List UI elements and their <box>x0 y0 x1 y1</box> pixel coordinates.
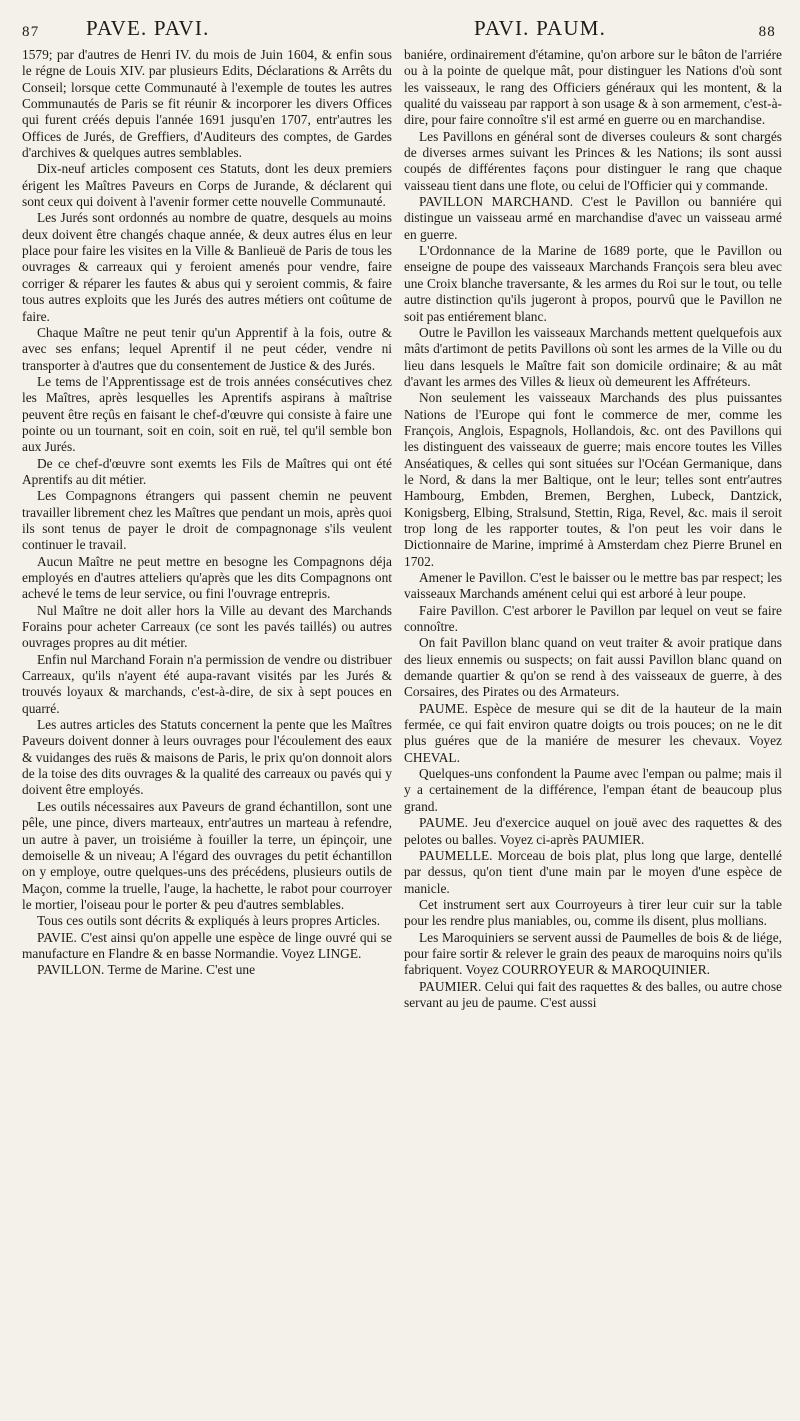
paragraph: Le tems de l'Apprentissage est de trois années consécutives chez les Maîtres, après lesquelles les Aprentifs aspirans à maîtrise peuvent être reçûs en faisant le chef-d'œuvre qui consiste à faire une pointe ou un tournant, soit en coin, soit en ruë, tel qu'il semble bon aux Jurés. <box>22 373 392 455</box>
paragraph: De ce chef-d'œuvre sont exemts les Fils de Maîtres qui ont été Aprentifs au dit métier. <box>22 455 392 487</box>
paragraph: Nul Maître ne doit aller hors la Ville au devant des Marchands Forains pour acheter Carreaux (ce sont les pavés taillés) ou autres ouvrages propres au dit métier. <box>22 602 392 651</box>
entry-pavie: PAVIE. C'est ainsi qu'on appelle une espèce de linge ouvré qui se manufacture en Flandre & en basse Normandie. Voyez LINGE. <box>22 929 392 961</box>
paragraph: Les outils nécessaires aux Paveurs de grand échantillon, sont une pêle, une pince, divers marteaux, entr'autres un marteau à refendre, un autre à paver, un troisiéme à fouiller la terre, un épinçoir, une demoiselle & un niveau; A l'égard des ouvrages du petit échantillon on y employe, outre quelques-uns des précédens, plusieurs outils de Maçon, comme la truelle, l'auge, la hachette, le rabot pour courroyer le mortier, l'oiseau pour le porter & peu d'autres semblables. <box>22 798 392 912</box>
entry-paumelle: PAUMELLE. Morceau de bois plat, plus long que large, dentellé par dessus, qu'on tient d'une main par le moyen d'une espèce de manicle. <box>404 847 782 896</box>
paragraph: Tous ces outils sont décrits & expliqués à leurs propres Articles. <box>37 913 381 929</box>
paragraph: Dix-neuf articles composent ces Statuts, dont les deux premiers érigent les Maîtres Paveurs en Corps de Jurande, & déclarent qui sont ceux qui doivent à l'avenir former cette nouvelle Communauté. <box>22 161 392 210</box>
paragraph: Non seulement les vaisseaux Marchands des plus puissantes Nations de l'Europe qui font le commerce de mer, comme les François, Anglois, Espagnols, Hollandois, &c. ont des Pavillons qui les distinguent des vaisseaux de guerre; mais encore toutes les Villes Anséatiques, & celles qui sont situées sur l'Océan Germanique, dans le Nord, & dans la mer Baltique, ont le leur; telles sont entr'autres Hambourg, Embden, Bremen, Berghen, Lubeck, Dantzick, Konigsberg, Elbing, Stralsund, Stettin, Riga, Revel, &c. mais il seroit trop long de les rapporter toutes, & l'on peut les voir dans le Dictionnaire de Marine, imprimé à Amsterdam chez Pierre Brunel en 1702. <box>404 390 782 569</box>
paragraph: Aucun Maître ne peut mettre en besogne les Compagnons déja employés en d'autres atteliers qu'après que les dits Compagnons ont achevé le tems de leur service, ou fini l'ouvrage entrepris. <box>22 553 392 602</box>
left-running-title: PAVE. PAVI. <box>86 16 210 40</box>
entry-pavillon: PAVILLON. Terme de Marine. C'est une <box>37 962 256 978</box>
paragraph: On fait Pavillon blanc quand on veut traiter & avoir pratique dans des lieux ennemis ou suspects; on fait aussi Pavillon blanc quand on demande quartier & qu'on se rend à des vaisseaux de guerre, à des Corsaires, des Pirates ou des Armateurs. <box>404 635 782 700</box>
paragraph: Les Compagnons étrangers qui passent chemin ne peuvent travailler librement chez les Maîtres que pendant un mois, après quoi ils sont tenus de payer le droit de compagnonage s'ils veulent continuer le travail. <box>22 488 392 553</box>
paragraph: Chaque Maître ne peut tenir qu'un Apprentif à la fois, outre & avec ses enfans; lequel Aprentif il ne peut céder, vendre ni transporter à d'autres que du consentement de Justice & des Jurés. <box>22 324 392 373</box>
running-header <box>22 16 782 44</box>
paragraph: Les Jurés sont ordonnés au nombre de quatre, desquels au moins deux doivent être changés chaque année, & deux autres élus en leur place pour faire les visites en la Ville & Banlieuë de Paris de tous les ouvrages & carreaux qui y feroient amenés pour vendre, faire corriger & réparer les fautes & abus qui y seroient commis, & faire tous autres exploits que les Jurés des autres métiers ont coûtume de faire. <box>22 210 392 324</box>
entry-paumier: PAUMIER. Celui qui fait des raquettes & des balles, ou autre chose servant au jeu de paume. C'est aussi <box>404 978 782 1010</box>
paragraph: Les Pavillons en général sont de diverses couleurs & sont chargés de diverses armes suivant les Princes & les Nations; ils sont aussi coupés de différentes façons pour distinguer le rang que chaque vaisseau tient dans une flote, ou celui de l'Officier qui y commande. <box>404 128 782 193</box>
paragraph: baniére, ordinairement d'étamine, qu'on arbore sur le bâton de l'arriére ou à la pointe de quelque mât, pour distinguer les Nations d'où sont les vaisseaux, le rang des Officiers généraux qui les montent, & la qualité du vaisseau par rapport à son usage & à son armement, c'est-à-dire, pour faire connoître s'il est armé en guerre ou en marchandise. <box>404 47 782 128</box>
paragraph: Les autres articles des Statuts concernent la pente que les Maîtres Paveurs doivent donner à leurs ouvrages pour l'écoulement des eaux & vuidanges des ruës & maisons de Paris, le prix qu'on donnoit alors de la toise des dits ouvrages & la qualité des carreaux ou pavés qui y doivent être employés. <box>22 717 392 798</box>
paragraph: 1579; par d'autres de Henri IV. du mois de Juin 1604, & enfin sous le régne de Louis XIV. par plusieurs Edits, Déclarations & Arrêts du Conseil; lorsque cette Communauté à l'exemple de toutes les autres Communautés de Paris se fit réunir & incorporer les divers Offices qui furent créés depuis l'année 1691 jusqu'en 1707, entr'autres les Offices de Jurés, de Greffiers, d'Auditeurs des comptes, de Gardes d'archives & quelques autres semblables. <box>22 47 392 161</box>
paragraph: L'Ordonnance de la Marine de 1689 porte, que le Pavillon ou enseigne de poupe des vaisseaux Marchands François sera bleu avec une Croix blanche traversante, & les armes du Roi sur le tout, ou telle autre distinction qu'ils jugeront à propos, pourvû que le Pavillon ne soit pas entiérement blanc. <box>404 243 782 324</box>
entry-pavillon-marchand: PAVILLON MARCHAND. C'est le Pavillon ou banniére qui distingue un vaisseau armé en marchandise d'avec un vaisseau armé en guerre. <box>404 194 782 242</box>
right-page-number: 88 <box>758 24 776 40</box>
left-page-number: 87 <box>22 24 40 40</box>
paragraph: Faire Pavillon. C'est arborer le Pavillon par lequel on veut se faire connoître. <box>404 602 782 635</box>
left-text-column <box>22 47 392 979</box>
right-running-title: PAVI. PAUM. <box>474 16 607 40</box>
paragraph: Cet instrument sert aux Courroyeurs à tirer leur cuir sur la table pour les rendre plus maniables, ou, comme ils disent, plus mollians. <box>404 896 782 929</box>
paragraph: Outre le Pavillon les vaisseaux Marchands mettent quelquefois aux mâts d'artimont de petits Pavillons où sont les armes de la Ville ou du lieu dans lesquels le Maître fait son domicile ordinaire; & au mât d'avant les armes des Villes & lieux où demeurent les Affréteurs. <box>404 324 782 389</box>
paragraph: Amener le Pavillon. C'est le baisser ou le mettre bas par respect; les vaisseaux Marchands aménent celui qui est arboré à leur poupe. <box>404 570 782 602</box>
right-text-column <box>404 47 782 1011</box>
entry-paume: PAUME. Espèce de mesure qui se dit de la hauteur de la main fermée, ce qui fait environ quatre doigts ou trois pouces; on ne le dit plus guéres que de la maniére de mesurer les chevaux. Voyez CHEVAL. <box>404 700 782 765</box>
paragraph: Enfin nul Marchand Forain n'a permission de vendre ou distribuer Carreaux, qu'ils n'ayent été aupa-ravant visités par les Jurés & trouvés loyaux & marchands, c'est-à-dire, de six à sept pouces en quarré. <box>22 651 392 716</box>
paragraph: Les Maroquiniers se servent aussi de Paumelles de bois & de liége, pour faire sortir & relever le grain des peaux de maroquins noirs qu'ils fabriquent. Voyez COURROYEUR & MAROQUINIER. <box>404 929 782 978</box>
entry-paume-jeu: PAUME. Jeu d'exercice auquel on jouë avec des raquettes & des pelotes ou balles. Voyez ci-après PAUMIER. <box>404 815 782 847</box>
paragraph: Quelques-uns confondent la Paume avec l'empan ou palme; mais il y a certainement de la différence, l'empan étant de beaucoup plus grand. <box>404 766 782 814</box>
